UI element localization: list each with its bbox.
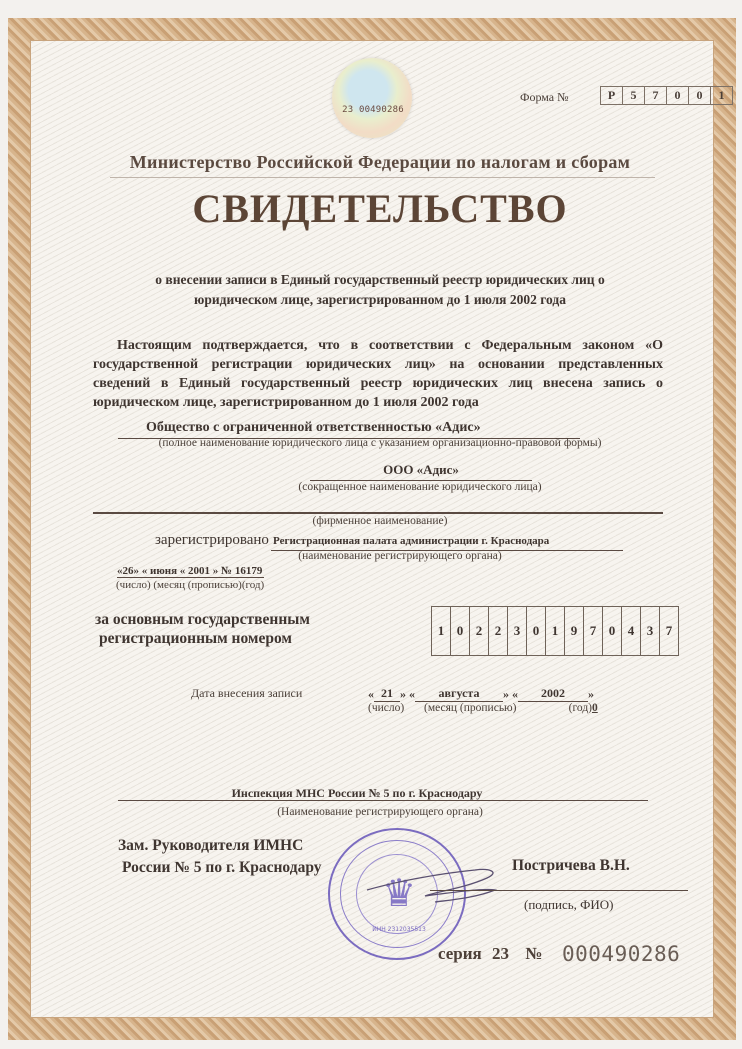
entry-year: 2002 xyxy=(518,686,588,702)
document-subtitle xyxy=(110,270,650,310)
double-headed-eagle-icon: ♛ xyxy=(381,873,417,915)
series-word: серия xyxy=(438,944,482,963)
registration-date-caption: (число) (месяц (прописью)(год) xyxy=(116,579,265,591)
signer-title xyxy=(118,835,321,879)
document-title: СВИДЕТЕЛЬСТВО xyxy=(192,186,568,231)
ogrn-digit: 4 xyxy=(621,606,641,656)
entry-month: августа xyxy=(415,686,503,702)
ministry-heading: Министерство Российской Федерации по налогам и сборам xyxy=(129,152,631,172)
short-entity-name: ООО «Адис» xyxy=(310,462,532,481)
firm-name-caption: (фирменное наименование) xyxy=(312,515,448,527)
inspection-caption: (Наименование регистрирующего органа) xyxy=(277,806,483,818)
confirmation-paragraph: Настоящим подтверждается, что в соответствии с Федеральным законом «О государственной регистрации юридических лиц» на основании представленных сведений в Единый государственный реестр юридических лиц внесена запись о юридическом лице, зарегистрированном до 1 июля 2002 года xyxy=(93,338,663,410)
hologram-number: 23 00490286 xyxy=(342,105,404,115)
subtitle-line-1: о внесении записи в Единый государственный реестр юридических лиц о xyxy=(155,272,605,287)
form-number-label: Форма № xyxy=(520,90,569,104)
entry-date: « 21 » « августа » « 2002 » xyxy=(368,686,594,701)
series-code: 23 xyxy=(492,944,509,963)
signer-title-line-2: России № 5 по г. Краснодару xyxy=(122,859,322,876)
registered-label: зарегистрировано xyxy=(155,532,269,548)
inspection-name: Инспекция МНС России № 5 по г. Краснодару xyxy=(231,786,483,800)
ogrn-digit: 7 xyxy=(583,606,603,656)
caption-month: (месяц (прописью) xyxy=(424,702,517,714)
full-name-caption: (полное наименование юридического лица с указанием организационно-правовой формы) xyxy=(158,437,602,449)
hologram-sticker xyxy=(332,58,412,138)
ogrn-digit: 9 xyxy=(564,606,584,656)
ogrn-digit: 7 xyxy=(659,606,679,656)
ogrn-digit: 0 xyxy=(450,606,470,656)
form-code-cell: 1 xyxy=(710,86,733,105)
ogrn-digit: 1 xyxy=(545,606,565,656)
ogrn-digit: 0 xyxy=(526,606,546,656)
ogrn-digit: 2 xyxy=(469,606,489,656)
ogrn-digit: 0 xyxy=(602,606,622,656)
ministry-divider xyxy=(110,177,655,178)
series-label xyxy=(438,944,542,964)
registering-authority-caption: (наименование регистрирующего органа) xyxy=(298,550,502,562)
handwritten-signature xyxy=(365,852,505,912)
full-entity-name: Общество с ограниченной ответственностью «Адис» xyxy=(118,420,580,439)
firm-name-line xyxy=(93,512,663,514)
ogrn-digit: 1 xyxy=(431,606,451,656)
entry-date-label: Дата внесения записи xyxy=(191,686,303,700)
signer-name: Постричева В.Н. xyxy=(512,857,630,874)
caption-day: (число) xyxy=(368,702,405,714)
ogrn-digit: 3 xyxy=(507,606,527,656)
form-code-cell: 5 xyxy=(622,86,645,105)
signer-title-line-1: Зам. Руководителя ИМНС xyxy=(118,837,304,854)
ogrn-label-line-2: регистрационным номером xyxy=(99,630,292,647)
ogrn-label xyxy=(95,610,310,648)
registering-authority: Регистрационная палата администрации г. Краснодара xyxy=(271,535,623,551)
ogrn-number-cells xyxy=(432,606,679,656)
stamp-inn: ИНН 2312035513 xyxy=(372,926,426,933)
form-code-cell: 0 xyxy=(688,86,711,105)
short-name-caption: (сокращенное наименование юридического лица) xyxy=(298,481,542,493)
form-code-cell: 0 xyxy=(666,86,689,105)
caption-year: (год) xyxy=(568,702,592,714)
ogrn-label-line-1: за основным государственным xyxy=(95,611,310,628)
year-mark: 0 xyxy=(592,702,598,714)
form-code-cell: Р xyxy=(600,86,623,105)
form-code-cells xyxy=(601,86,733,105)
entry-date-caption xyxy=(368,702,598,714)
entry-day: 21 xyxy=(374,686,400,702)
signature-caption: (подпись, ФИО) xyxy=(524,897,614,912)
series-number: 000490286 xyxy=(562,942,681,966)
form-code-cell: 7 xyxy=(644,86,667,105)
number-sign: № xyxy=(525,944,543,963)
ogrn-digit: 2 xyxy=(488,606,508,656)
subtitle-line-2: юридическом лице, зарегистрированном до 1 июля 2002 года xyxy=(194,292,566,307)
registration-date: «26» « июня « 2001 » № 16179 xyxy=(117,565,263,577)
signature-line xyxy=(430,890,688,891)
ogrn-digit: 3 xyxy=(640,606,660,656)
